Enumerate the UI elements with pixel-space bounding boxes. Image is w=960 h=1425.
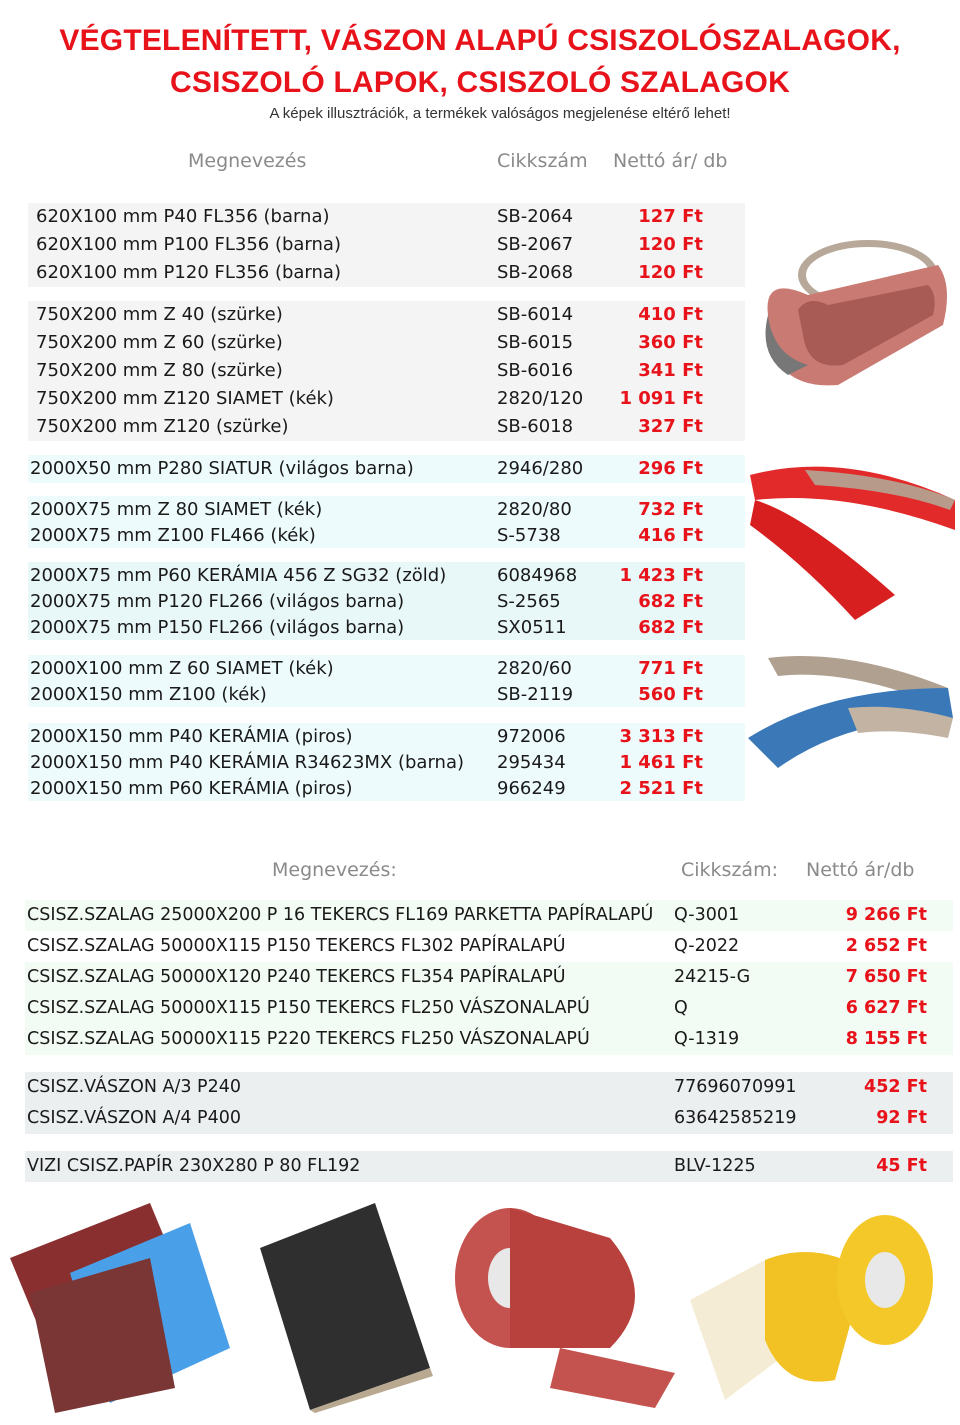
table-row [28, 588, 745, 614]
product-code: SX0511 [497, 617, 567, 638]
product-name: CSISZ.SZALAG 50000X115 P220 TEKERCS FL250 VÁSZONALAPÚ [27, 1029, 590, 1049]
product-price: 1 461 Ft [619, 752, 703, 773]
table-row [25, 900, 953, 931]
table-row [25, 993, 953, 1024]
product-name: 2000X150 mm P60 KERÁMIA (piros) [30, 778, 353, 799]
table-row [28, 385, 745, 413]
product-code: SB-6015 [497, 332, 574, 353]
product-name: 750X200 mm Z 40 (szürke) [36, 304, 283, 325]
table-row [28, 413, 745, 441]
blue-sanding-belt-image [748, 648, 960, 783]
product-price: 416 Ft [638, 525, 703, 546]
product-price: 410 Ft [638, 304, 703, 325]
col-header-code: Cikkszám [497, 150, 588, 172]
product-name: CSISZ.SZALAG 50000X115 P150 TEKERCS FL250 VÁSZONALAPÚ [27, 998, 590, 1018]
product-price: 732 Ft [638, 499, 703, 520]
product-name: 2000X75 mm P120 FL266 (világos barna) [30, 591, 405, 612]
table-row [28, 203, 745, 231]
product-code: SB-6018 [497, 416, 574, 437]
belt-group-1 [28, 301, 745, 441]
product-price: 2 521 Ft [619, 778, 703, 799]
product-price: 2 652 Ft [845, 936, 927, 956]
red-sanding-belt-image [745, 455, 960, 625]
product-code: 2820/60 [497, 658, 572, 679]
belt-group-0 [28, 203, 745, 287]
roll-group-0 [25, 900, 953, 1055]
product-price: 682 Ft [638, 591, 703, 612]
product-code: SB-2119 [497, 684, 574, 705]
table-row [28, 562, 745, 588]
product-price: 771 Ft [638, 658, 703, 679]
product-name: 2000X150 mm Z100 (kék) [30, 684, 267, 705]
page-title-line1: VÉGTELENÍTETT, VÁSZON ALAPÚ CSISZOLÓSZALAGOK, [59, 24, 901, 57]
product-name: 620X100 mm P100 FL356 (barna) [36, 234, 341, 255]
product-name: 750X200 mm Z 60 (szürke) [36, 332, 283, 353]
product-code: 2946/280 [497, 458, 584, 479]
table-row [28, 455, 745, 483]
product-price: 296 Ft [638, 458, 703, 479]
table-row [25, 1072, 953, 1103]
roll-group-2 [25, 1151, 953, 1182]
table-row [28, 496, 745, 522]
product-price: 6 627 Ft [845, 998, 927, 1018]
belt-group-4 [28, 562, 745, 640]
belt-group-3 [28, 496, 745, 548]
product-name: 2000X50 mm P280 SIATUR (világos barna) [30, 458, 414, 479]
product-price: 127 Ft [638, 206, 703, 227]
table-row [28, 655, 745, 681]
product-code: Q-2022 [674, 936, 740, 956]
product-name: CSISZ.VÁSZON A/3 P240 [27, 1077, 242, 1097]
product-code: BLV-1225 [674, 1156, 756, 1176]
product-name: 750X200 mm Z120 (szürke) [36, 416, 289, 437]
product-price: 360 Ft [638, 332, 703, 353]
product-code: 295434 [497, 752, 566, 773]
product-name: 2000X150 mm P40 KERÁMIA R34623MX (barna) [30, 752, 465, 773]
product-price: 341 Ft [638, 360, 703, 381]
product-price: 8 155 Ft [845, 1029, 927, 1049]
product-price: 120 Ft [638, 234, 703, 255]
product-name: 2000X100 mm Z 60 SIAMET (kék) [30, 658, 334, 679]
table-row [28, 775, 745, 801]
sanding-sheets-image [0, 1198, 240, 1418]
product-code: 2820/80 [497, 499, 572, 520]
table-row [28, 749, 745, 775]
product-code: Q-3001 [674, 905, 740, 925]
product-price: 327 Ft [638, 416, 703, 437]
product-price: 682 Ft [638, 617, 703, 638]
product-price: 452 Ft [864, 1077, 927, 1097]
table-row [28, 681, 745, 707]
product-price: 3 313 Ft [619, 726, 703, 747]
table-row [28, 259, 745, 287]
table-row [28, 231, 745, 259]
product-code: 63642585219 [674, 1108, 797, 1128]
product-name: 750X200 mm Z120 SIAMET (kék) [36, 388, 334, 409]
black-sanding-sheet-image [255, 1198, 435, 1413]
table-row [28, 522, 745, 548]
brown-sanding-roll-image [440, 1198, 680, 1418]
product-name: CSISZ.VÁSZON A/4 P400 [27, 1108, 242, 1128]
product-code: SB-6014 [497, 304, 574, 325]
product-name: CSISZ.SZALAG 50000X120 P240 TEKERCS FL354 PAPÍRALAPÚ [27, 967, 566, 987]
roll-group-1 [25, 1072, 953, 1134]
col2-header-price: Nettó ár/db [806, 859, 915, 881]
product-name: 2000X150 mm P40 KERÁMIA (piros) [30, 726, 353, 747]
product-name: 620X100 mm P40 FL356 (barna) [36, 206, 330, 227]
table-row [28, 329, 745, 357]
product-name: 620X100 mm P120 FL356 (barna) [36, 262, 341, 283]
product-code: SB-2064 [497, 206, 574, 227]
product-code: 2820/120 [497, 388, 584, 409]
table-row [28, 357, 745, 385]
product-code: 972006 [497, 726, 566, 747]
product-code: 6084968 [497, 565, 578, 586]
product-name: 2000X75 mm Z100 FL466 (kék) [30, 525, 316, 546]
product-code: Q-1319 [674, 1029, 740, 1049]
product-name: CSISZ.SZALAG 25000X200 P 16 TEKERCS FL169 PARKETTA PAPÍRALAPÚ [27, 905, 654, 925]
table-row [28, 301, 745, 329]
product-code: 24215-G [674, 967, 751, 987]
product-name: 750X200 mm Z 80 (szürke) [36, 360, 283, 381]
product-name: VIZI CSISZ.PAPÍR 230X280 P 80 FL192 [27, 1156, 361, 1176]
product-code: 77696070991 [674, 1077, 797, 1097]
product-price: 45 Ft [876, 1156, 927, 1176]
belt-group-2 [28, 455, 745, 483]
page-title-line2: CSISZOLÓ LAPOK, CSISZOLÓ SZALAGOK [170, 66, 790, 99]
product-price: 1 423 Ft [619, 565, 703, 586]
col2-header-name: Megnevezés: [272, 859, 397, 881]
product-price: 560 Ft [638, 684, 703, 705]
product-price: 9 266 Ft [845, 905, 927, 925]
product-code: SB-6016 [497, 360, 574, 381]
product-name: 2000X75 mm Z 80 SIAMET (kék) [30, 499, 323, 520]
product-code: Q [674, 998, 688, 1018]
table-row [28, 723, 745, 749]
product-code: 966249 [497, 778, 566, 799]
product-code: S-2565 [497, 591, 561, 612]
col-header-price: Nettó ár/ db [613, 150, 728, 172]
table-row [25, 1103, 953, 1134]
product-code: SB-2068 [497, 262, 574, 283]
product-name: 2000X75 mm P150 FL266 (világos barna) [30, 617, 405, 638]
product-price: 120 Ft [638, 262, 703, 283]
product-name: 2000X75 mm P60 KERÁMIA 456 Z SG32 (zöld) [30, 565, 447, 586]
product-price: 7 650 Ft [845, 967, 927, 987]
table-row [25, 962, 953, 993]
table-row [28, 614, 745, 640]
col-header-name: Megnevezés [188, 150, 307, 172]
yellow-sanding-roll-image [685, 1200, 945, 1405]
page-subtitle: A képek illusztrációk, a termékek valóságos megjelenése eltérő lehet! [269, 105, 731, 122]
table-row [25, 1151, 953, 1182]
table-row [25, 1024, 953, 1055]
product-code: S-5738 [497, 525, 561, 546]
product-price: 1 091 Ft [619, 388, 703, 409]
table-row [25, 931, 953, 962]
col2-header-code: Cikkszám: [681, 859, 778, 881]
brown-sanding-belt-image [748, 215, 960, 415]
product-code: SB-2067 [497, 234, 574, 255]
product-name: CSISZ.SZALAG 50000X115 P150 TEKERCS FL302 PAPÍRALAPÚ [27, 936, 566, 956]
belt-group-6 [28, 723, 745, 801]
belt-group-5 [28, 655, 745, 707]
product-price: 92 Ft [876, 1108, 927, 1128]
